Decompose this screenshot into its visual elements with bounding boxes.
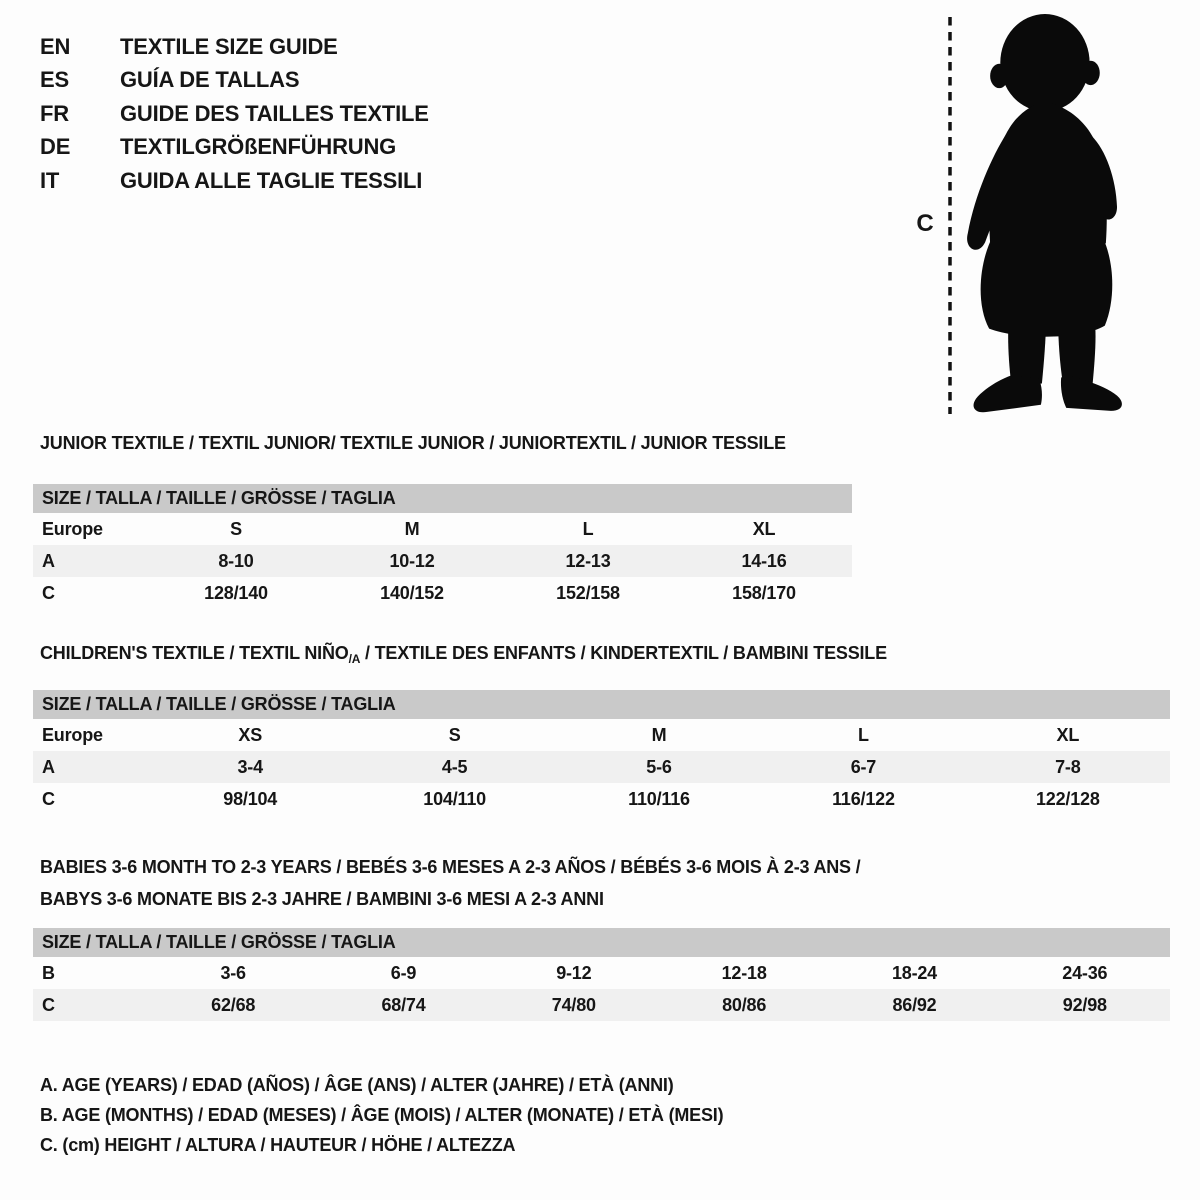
- table-cell: 74/80: [551, 994, 596, 1015]
- table-cell: 68/74: [381, 994, 426, 1015]
- table-cell: 86/92: [892, 994, 937, 1015]
- table-cell: 158/170: [732, 582, 796, 603]
- height-measure-label: C: [916, 210, 934, 237]
- table-cell: 6-9: [390, 962, 417, 983]
- language-title: TEXTILE SIZE GUIDE: [120, 33, 338, 59]
- table-cell: 5-6: [646, 756, 672, 777]
- language-title: GUIDE DES TAILLES TEXTILE: [120, 100, 429, 126]
- row-label: C: [42, 582, 55, 603]
- table-cell: M: [651, 724, 667, 745]
- height-dashed-line-icon: [946, 14, 954, 416]
- language-title-list: [40, 30, 429, 198]
- table-cell: 110/116: [628, 788, 690, 809]
- table-row: [33, 513, 852, 545]
- table-row: [33, 577, 852, 609]
- table-cell: XL: [752, 518, 776, 539]
- table-row: [33, 957, 1170, 989]
- table-cell: S: [230, 518, 242, 539]
- junior-section-heading: JUNIOR TEXTILE / TEXTIL JUNIOR/ TEXTILE JUNIOR / JUNIORTEXTIL / JUNIOR TESSILE: [40, 433, 786, 453]
- table-cell: XL: [1056, 724, 1080, 745]
- table-cell: 12-18: [721, 962, 767, 983]
- table-cell: 104/110: [423, 788, 486, 809]
- table-cell: 8-10: [218, 550, 254, 571]
- row-label: C: [42, 788, 55, 809]
- table-cell: 3-6: [220, 962, 246, 983]
- table-cell: 122/128: [1035, 788, 1100, 809]
- table-cell: 10-12: [389, 550, 435, 571]
- language-row: [40, 131, 429, 165]
- children-size-table: [33, 690, 1170, 815]
- table-cell: XS: [238, 724, 263, 745]
- table-cell: 7-8: [1055, 756, 1081, 777]
- children-heading-text: CHILDREN'S TEXTILE / TEXTIL NIÑO: [40, 643, 349, 663]
- table-row: [33, 719, 1170, 751]
- toddler-silhouette-icon: [960, 12, 1136, 418]
- language-row: [40, 64, 429, 98]
- table-cell: 140/152: [380, 582, 444, 603]
- language-row: [40, 97, 429, 131]
- language-code: DE: [40, 134, 71, 160]
- table-cell: 24-36: [1062, 962, 1108, 983]
- table-cell: 98/104: [223, 788, 278, 809]
- language-code: FR: [40, 100, 69, 126]
- row-label: Europe: [42, 724, 103, 745]
- table-cell: 116/122: [832, 788, 895, 809]
- table-cell: L: [858, 724, 869, 745]
- row-label: A: [42, 756, 55, 777]
- language-title: TEXTILGRÖßENFÜHRUNG: [120, 134, 397, 160]
- babies-section-heading: [40, 851, 860, 915]
- table-row: [33, 783, 1170, 815]
- table-row: [33, 545, 852, 577]
- table-cell: 128/140: [204, 582, 268, 603]
- table-cell: 14-16: [741, 550, 787, 571]
- row-label: B: [42, 962, 55, 983]
- children-section-heading: [40, 643, 887, 666]
- table-cell: 152/158: [556, 582, 620, 603]
- table-cell: 62/68: [211, 994, 256, 1015]
- table-cell: 18-24: [891, 962, 937, 983]
- language-row: [40, 164, 429, 198]
- language-code: EN: [40, 33, 71, 59]
- table-cell: 4-5: [441, 756, 468, 777]
- babies-heading-line2: BABYS 3-6 MONATE BIS 2-3 JAHRE / BAMBINI 3-6 MESI A 2-3 ANNI: [40, 889, 604, 909]
- table-cell: 6-7: [850, 756, 877, 777]
- children-heading-text: / TEXTILE DES ENFANTS / KINDERTEXTIL / BAMBINI TESSILE: [360, 643, 887, 663]
- table-cell: 3-4: [237, 756, 263, 777]
- table-cell: 12-13: [565, 550, 611, 571]
- junior-size-table: [33, 484, 852, 609]
- size-header-bar: SIZE / TALLA / TAILLE / GRÖSSE / TAGLIA: [33, 690, 1170, 719]
- legend-line-height-cm: C. (cm) HEIGHT / ALTURA / HAUTEUR / HÖHE / ALTEZZA: [40, 1135, 516, 1155]
- language-code: IT: [40, 167, 60, 193]
- babies-size-table: [33, 928, 1170, 1021]
- size-header-bar: SIZE / TALLA / TAILLE / GRÖSSE / TAGLIA: [33, 928, 1170, 957]
- table-cell: 92/98: [1062, 994, 1107, 1015]
- table-cell: M: [404, 518, 420, 539]
- language-title: GUIDA ALLE TAGLIE TESSILI: [120, 167, 423, 193]
- babies-heading-line1: BABIES 3-6 MONTH TO 2-3 YEARS / BEBÉS 3-6 MESES A 2-3 AÑOS / BÉBÉS 3-6 MOIS À 2-3 ANS /: [40, 857, 861, 877]
- row-label: Europe: [42, 518, 103, 539]
- language-code: ES: [40, 67, 69, 93]
- language-title: GUÍA DE TALLAS: [120, 67, 300, 93]
- row-label: A: [42, 550, 55, 571]
- table-row: [33, 989, 1170, 1021]
- table-cell: 80/86: [722, 994, 767, 1015]
- legend-line-age-months: B. AGE (MONTHS) / EDAD (MESES) / ÂGE (MOIS) / ALTER (MONATE) / ETÀ (MESI): [40, 1105, 724, 1125]
- row-label: C: [42, 994, 55, 1015]
- children-heading-subscript: /A: [348, 652, 361, 666]
- table-cell: 9-12: [556, 962, 592, 983]
- legend: [40, 1070, 723, 1160]
- table-cell: S: [448, 724, 461, 745]
- table-cell: L: [582, 518, 594, 539]
- legend-line-age-years: A. AGE (YEARS) / EDAD (AÑOS) / ÂGE (ANS) / ALTER (JAHRE) / ETÀ (ANNI): [40, 1075, 674, 1095]
- language-row: [40, 30, 429, 64]
- size-header-bar: SIZE / TALLA / TAILLE / GRÖSSE / TAGLIA: [33, 484, 852, 513]
- table-row: [33, 751, 1170, 783]
